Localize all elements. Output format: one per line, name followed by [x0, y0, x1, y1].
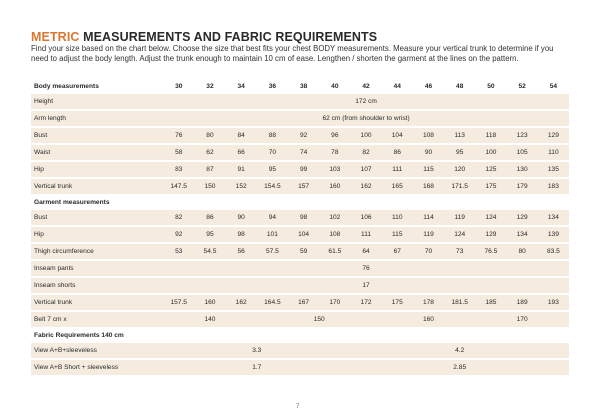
row-label: View A+B+sleeveless	[31, 343, 163, 358]
table-cell: 139	[538, 227, 569, 242]
table-row	[31, 128, 569, 143]
table-cell: 76	[163, 261, 569, 276]
size-header-cell: 36	[268, 82, 277, 90]
table-cell: 84	[226, 128, 257, 143]
row-label: Vertical trunk	[31, 295, 163, 310]
section-row	[31, 196, 569, 208]
table-cell: 76.5	[475, 244, 506, 259]
table-cell: 171.5	[444, 179, 475, 194]
table-cell: 165	[382, 179, 413, 194]
table-row	[31, 343, 569, 358]
title-rest: MEASUREMENTS AND FABRIC REQUIREMENTS	[83, 30, 378, 44]
table-cell: 110	[382, 210, 413, 225]
table-cell: 162	[350, 179, 381, 194]
table-cell: 98	[226, 227, 257, 242]
table-cell: 83	[163, 162, 194, 177]
size-header-cell: 44	[393, 82, 401, 90]
table-row	[31, 179, 569, 194]
size-header-cell: 42	[362, 82, 370, 90]
table-cell: 92	[288, 128, 319, 143]
section-header-garment: Garment measurements	[34, 198, 110, 206]
row-label: Hip	[31, 162, 163, 177]
table-cell: 130	[507, 162, 538, 177]
table-cell: 154.5	[257, 179, 288, 194]
size-header-cell: 40	[331, 82, 339, 90]
table-cell: 157.5	[163, 295, 194, 310]
table-cell: 118	[475, 128, 506, 143]
table-row	[31, 145, 569, 160]
table-cell: 67	[382, 244, 413, 259]
row-label: Height	[31, 94, 163, 109]
table-cell: 82	[163, 210, 194, 225]
table-cell: 95	[257, 162, 288, 177]
table-cell: 54.5	[194, 244, 225, 259]
title-accent: METRIC	[31, 30, 80, 44]
row-label: Belt 7 cm x	[31, 312, 163, 327]
table-cell: 140	[163, 312, 257, 327]
table-cell: 70	[413, 244, 444, 259]
table-cell: 115	[382, 227, 413, 242]
page-title	[31, 30, 377, 44]
table-cell: 101	[257, 227, 288, 242]
table-cell: 100	[350, 128, 381, 143]
table-cell: 58	[163, 145, 194, 160]
size-header-cell: 34	[237, 82, 245, 90]
table-cell: 193	[538, 295, 569, 310]
table-cell: 129	[538, 128, 569, 143]
table-row	[31, 244, 569, 259]
table-cell: 172 cm	[163, 94, 569, 109]
table-cell: 62	[194, 145, 225, 160]
size-chart-table	[31, 78, 569, 377]
table-cell: 150	[257, 312, 382, 327]
table-cell: 175	[382, 295, 413, 310]
table-cell: 105	[507, 145, 538, 160]
table-cell: 111	[382, 162, 413, 177]
table-cell: 115	[413, 162, 444, 177]
table-cell: 76	[163, 128, 194, 143]
table-cell: 90	[413, 145, 444, 160]
table-cell: 123	[507, 128, 538, 143]
table-cell: 73	[444, 244, 475, 259]
table-cell: 129	[507, 210, 538, 225]
table-cell: 125	[475, 162, 506, 177]
table-cell: 164.5	[257, 295, 288, 310]
table-row	[31, 210, 569, 225]
table-cell: 95	[194, 227, 225, 242]
table-cell: 57.5	[257, 244, 288, 259]
row-label: Arm length	[31, 111, 163, 126]
table-cell: 90	[226, 210, 257, 225]
table-cell: 78	[319, 145, 350, 160]
row-label: Bust	[31, 210, 163, 225]
table-row	[31, 312, 569, 327]
row-label: Hip	[31, 227, 163, 242]
table-row	[31, 227, 569, 242]
table-cell: 59	[288, 244, 319, 259]
table-cell: 1.7	[163, 360, 350, 375]
table-cell: 108	[413, 128, 444, 143]
table-cell: 135	[538, 162, 569, 177]
row-label: Vertical trunk	[31, 179, 163, 194]
size-header-cell: 46	[424, 82, 433, 90]
table-cell: 175	[475, 179, 506, 194]
table-cell: 114	[413, 210, 444, 225]
table-cell: 91	[226, 162, 257, 177]
table-cell: 3.3	[163, 343, 350, 358]
table-cell: 66	[226, 145, 257, 160]
table-cell: 87	[194, 162, 225, 177]
size-header-cell: 50	[487, 82, 495, 90]
table-cell: 61.5	[319, 244, 350, 259]
table-row	[31, 162, 569, 177]
size-header-cell: 32	[206, 82, 214, 90]
table-cell: 56	[226, 244, 257, 259]
table-cell: 74	[288, 145, 319, 160]
table-cell: 86	[382, 145, 413, 160]
intro-paragraph: Find your size based on the chart below. Choose the size that best fits your chest BODY measurements. Measure your vertical trunk to determine if you need to adjust the body length. Adjust the trunk enough to maintain 10 cm of ease. Lengthen / shorten the garment at the lines on the pattern.	[31, 44, 554, 63]
table-cell: 183	[538, 179, 569, 194]
size-header-cell: 52	[518, 82, 526, 90]
table-row	[31, 94, 569, 109]
table-cell: 102	[319, 210, 350, 225]
table-cell: 64	[350, 244, 381, 259]
row-label: Waist	[31, 145, 163, 160]
table-cell: 179	[507, 179, 538, 194]
table-cell: 17	[163, 278, 569, 293]
size-header-cell: 54	[549, 82, 558, 90]
table-cell: 167	[288, 295, 319, 310]
table-cell: 170	[319, 295, 350, 310]
page-number: 7	[296, 404, 300, 410]
table-cell: 106	[350, 210, 381, 225]
table-row	[31, 295, 569, 310]
table-cell: 113	[444, 128, 475, 143]
table-cell: 110	[538, 145, 569, 160]
table-cell: 99	[288, 162, 319, 177]
table-cell: 147.5	[163, 179, 194, 194]
table-cell: 178	[413, 295, 444, 310]
table-cell: 160	[194, 295, 225, 310]
table-cell: 53	[163, 244, 194, 259]
table-cell: 134	[538, 210, 569, 225]
table-cell: 111	[350, 227, 381, 242]
size-header-cell: 30	[175, 82, 183, 90]
table-cell: 86	[194, 210, 225, 225]
table-row	[31, 111, 569, 126]
table-cell: 170	[475, 312, 569, 327]
table-cell: 88	[257, 128, 288, 143]
table-cell: 70	[257, 145, 288, 160]
size-header-row	[31, 80, 569, 92]
table-cell: 185	[475, 295, 506, 310]
table-cell: 168	[413, 179, 444, 194]
table-cell: 129	[475, 227, 506, 242]
table-cell: 134	[507, 227, 538, 242]
row-label: Bust	[31, 128, 163, 143]
table-cell: 80	[194, 128, 225, 143]
table-cell: 107	[350, 162, 381, 177]
table-row	[31, 261, 569, 276]
table-cell: 104	[382, 128, 413, 143]
table-cell: 62 cm (from shoulder to wrist)	[163, 111, 569, 126]
table-cell: 150	[194, 179, 225, 194]
table-cell: 98	[288, 210, 319, 225]
table-cell: 124	[444, 227, 475, 242]
table-cell: 162	[226, 295, 257, 310]
table-cell: 172	[350, 295, 381, 310]
table-cell: 2.85	[350, 360, 569, 375]
section-header-fabric: Fabric Requirements 140 cm	[34, 331, 124, 339]
table-cell: 124	[475, 210, 506, 225]
size-header-cell: 38	[299, 82, 308, 90]
table-cell: 152	[226, 179, 257, 194]
table-cell: 119	[413, 227, 444, 242]
table-cell: 83.5	[538, 244, 569, 259]
table-cell: 108	[319, 227, 350, 242]
table-cell: 189	[507, 295, 538, 310]
table-cell: 181.5	[444, 295, 475, 310]
table-cell: 96	[319, 128, 350, 143]
table-row	[31, 278, 569, 293]
table-cell: 160	[319, 179, 350, 194]
row-label: Thigh circumference	[31, 244, 163, 259]
table-cell: 100	[475, 145, 506, 160]
row-label: Inseam pants	[31, 261, 163, 276]
table-cell: 157	[288, 179, 319, 194]
section-row	[31, 329, 569, 341]
row-label: View A+B Short + sleeveless	[31, 360, 163, 375]
row-label: Inseam shorts	[31, 278, 163, 293]
table-cell: 82	[350, 145, 381, 160]
table-cell: 119	[444, 210, 475, 225]
table-cell: 104	[288, 227, 319, 242]
table-cell: 94	[257, 210, 288, 225]
section-header-body: Body measurements	[34, 82, 99, 90]
table-cell: 80	[507, 244, 538, 259]
table-cell: 92	[163, 227, 194, 242]
table-row	[31, 360, 569, 375]
table-cell: 103	[319, 162, 350, 177]
table-cell: 120	[444, 162, 475, 177]
table-cell: 95	[444, 145, 475, 160]
table-cell: 4.2	[350, 343, 569, 358]
table-cell: 160	[382, 312, 476, 327]
size-header-cell: 48	[456, 82, 464, 90]
